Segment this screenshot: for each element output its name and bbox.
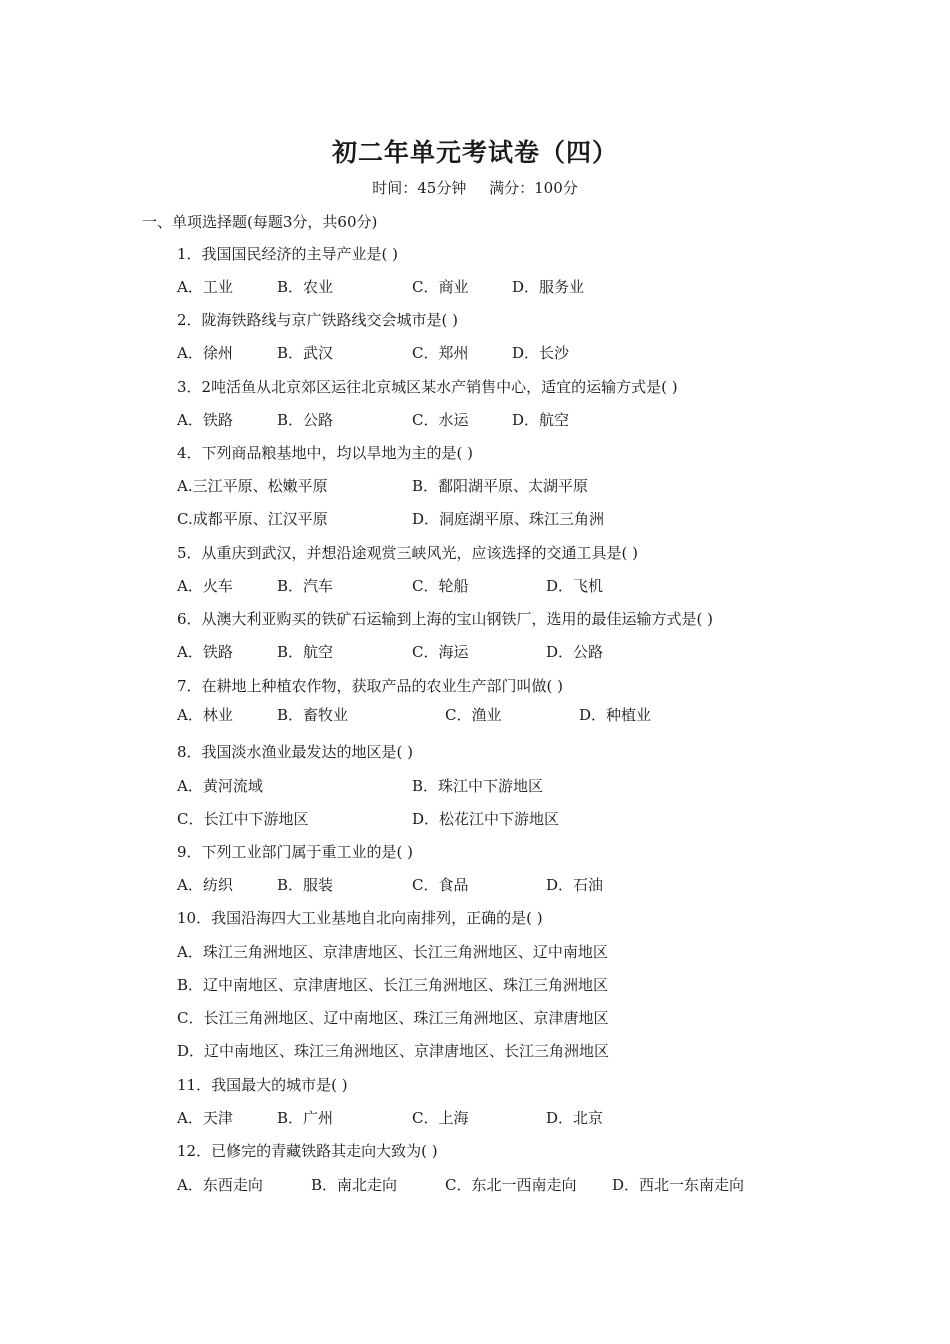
exam-meta xyxy=(0,177,950,198)
question-9-option-d[interactable]: D．石油 xyxy=(546,876,604,894)
question-3-stem: 3．2吨活鱼从北京郊区运往北京城区某水产销售中心，适宜的运输方式是( ) xyxy=(177,378,678,396)
question-11-stem: 11．我国最大的城市是( ) xyxy=(177,1076,348,1094)
question-3-options xyxy=(177,411,877,429)
question-10-option-a[interactable]: A．珠江三角洲地区、京津唐地区、长江三角洲地区、辽中南地区 xyxy=(177,943,608,961)
question-8-option-d[interactable]: D．松花江中下游地区 xyxy=(412,810,560,828)
question-4-option-d[interactable]: D．洞庭湖平原、珠江三角洲 xyxy=(412,510,605,528)
question-10-stem: 10．我国沿海四大工业基地自北向南排列，正确的是( ) xyxy=(177,909,543,927)
question-4-option-c[interactable]: C.成都平原、江汉平原 xyxy=(177,510,328,528)
question-2-option-d[interactable]: D．长沙 xyxy=(512,344,570,362)
question-7-option-d[interactable]: D．种植业 xyxy=(579,706,652,724)
question-6-option-a[interactable]: A．铁路 xyxy=(177,643,233,661)
question-8-options-row1 xyxy=(177,777,877,795)
exam-score: 满分：100分 xyxy=(489,179,578,197)
question-8-option-a[interactable]: A．黄河流域 xyxy=(177,777,263,795)
question-1-option-c[interactable]: C．商业 xyxy=(412,278,469,296)
question-11-option-d[interactable]: D．北京 xyxy=(546,1109,604,1127)
question-5-option-a[interactable]: A．火车 xyxy=(177,577,233,595)
question-12-option-c[interactable]: C．东北一西南走向 xyxy=(445,1176,577,1194)
question-8-option-b[interactable]: B．珠江中下游地区 xyxy=(412,777,544,795)
question-11-option-a[interactable]: A．天津 xyxy=(177,1109,233,1127)
question-3-option-a[interactable]: A．铁路 xyxy=(177,411,233,429)
question-1-option-a[interactable]: A．工业 xyxy=(177,278,233,296)
question-6-option-b[interactable]: B．航空 xyxy=(277,643,334,661)
question-5-option-c[interactable]: C．轮船 xyxy=(412,577,469,595)
question-12-stem: 12．已修完的青藏铁路其走向大致为( ) xyxy=(177,1142,438,1160)
question-6-option-d[interactable]: D．公路 xyxy=(546,643,604,661)
question-4-options-row2 xyxy=(177,510,877,528)
question-6-options xyxy=(177,643,877,661)
question-12-option-b[interactable]: B．南北走向 xyxy=(311,1176,398,1194)
question-4-option-b[interactable]: B．鄱阳湖平原、太湖平原 xyxy=(412,477,589,495)
question-12-option-a[interactable]: A．东西走向 xyxy=(177,1176,263,1194)
exam-time: 时间：45分钟 xyxy=(372,179,467,197)
question-9-option-b[interactable]: B．服装 xyxy=(277,876,334,894)
question-1-options xyxy=(177,278,877,296)
question-4-stem: 4．下列商品粮基地中，均以旱地为主的是( ) xyxy=(177,444,474,462)
section-heading: 一、单项选择题(每题3分，共60分) xyxy=(142,213,378,231)
question-2-option-b[interactable]: B．武汉 xyxy=(277,344,334,362)
question-8-options-row2 xyxy=(177,810,877,828)
question-8-stem: 8．我国淡水渔业最发达的地区是( ) xyxy=(177,743,414,761)
question-12-options xyxy=(177,1176,877,1194)
question-4-option-a[interactable]: A.三江平原、松嫩平原 xyxy=(177,477,328,495)
question-1-option-d[interactable]: D．服务业 xyxy=(512,278,585,296)
question-12-option-d[interactable]: D．西北一东南走向 xyxy=(612,1176,745,1194)
question-11-option-c[interactable]: C．上海 xyxy=(412,1109,469,1127)
question-9-options xyxy=(177,876,877,894)
question-3-option-d[interactable]: D．航空 xyxy=(512,411,570,429)
question-6-stem: 6．从澳大利亚购买的铁矿石运输到上海的宝山钢铁厂，选用的最佳运输方式是( ) xyxy=(177,610,714,628)
question-9-stem: 9．下列工业部门属于重工业的是( ) xyxy=(177,843,414,861)
question-8-option-c[interactable]: C．长江中下游地区 xyxy=(177,810,309,828)
question-2-option-a[interactable]: A．徐州 xyxy=(177,344,233,362)
question-9-option-a[interactable]: A．纺织 xyxy=(177,876,233,894)
question-1-option-b[interactable]: B．农业 xyxy=(277,278,334,296)
question-10-option-d[interactable]: D．辽中南地区、珠江三角洲地区、京津唐地区、长江三角洲地区 xyxy=(177,1042,610,1060)
question-7-stem: 7．在耕地上种植农作物，获取产品的农业生产部门叫做( ) xyxy=(177,677,564,695)
question-10-option-c[interactable]: C．长江三角洲地区、辽中南地区、珠江三角洲地区、京津唐地区 xyxy=(177,1009,609,1027)
question-5-option-b[interactable]: B．汽车 xyxy=(277,577,334,595)
question-11-option-b[interactable]: B．广州 xyxy=(277,1109,334,1127)
question-3-option-b[interactable]: B．公路 xyxy=(277,411,334,429)
page-title: 初二年单元考试卷（四） xyxy=(331,138,618,167)
question-2-stem: 2．陇海铁路线与京广铁路线交会城市是( ) xyxy=(177,311,459,329)
question-7-option-a[interactable]: A．林业 xyxy=(177,706,233,724)
question-3-option-c[interactable]: C．水运 xyxy=(412,411,469,429)
question-7-option-c[interactable]: C．渔业 xyxy=(445,706,502,724)
question-5-stem: 5．从重庆到武汉，并想沿途观赏三峡风光，应该选择的交通工具是( ) xyxy=(177,544,639,562)
question-4-options-row1 xyxy=(177,477,877,495)
question-10-option-b[interactable]: B．辽中南地区、京津唐地区、长江三角洲地区、珠江三角洲地区 xyxy=(177,976,609,994)
question-11-options xyxy=(177,1109,877,1127)
question-6-option-c[interactable]: C．海运 xyxy=(412,643,469,661)
question-7-options xyxy=(177,706,877,724)
question-1-stem: 1．我国国民经济的主导产业是( ) xyxy=(177,245,399,263)
question-9-option-c[interactable]: C．食品 xyxy=(412,876,469,894)
question-2-option-c[interactable]: C．郑州 xyxy=(412,344,469,362)
question-5-option-d[interactable]: D．飞机 xyxy=(546,577,604,595)
question-2-options xyxy=(177,344,877,362)
question-7-option-b[interactable]: B．畜牧业 xyxy=(277,706,349,724)
question-5-options xyxy=(177,577,877,595)
